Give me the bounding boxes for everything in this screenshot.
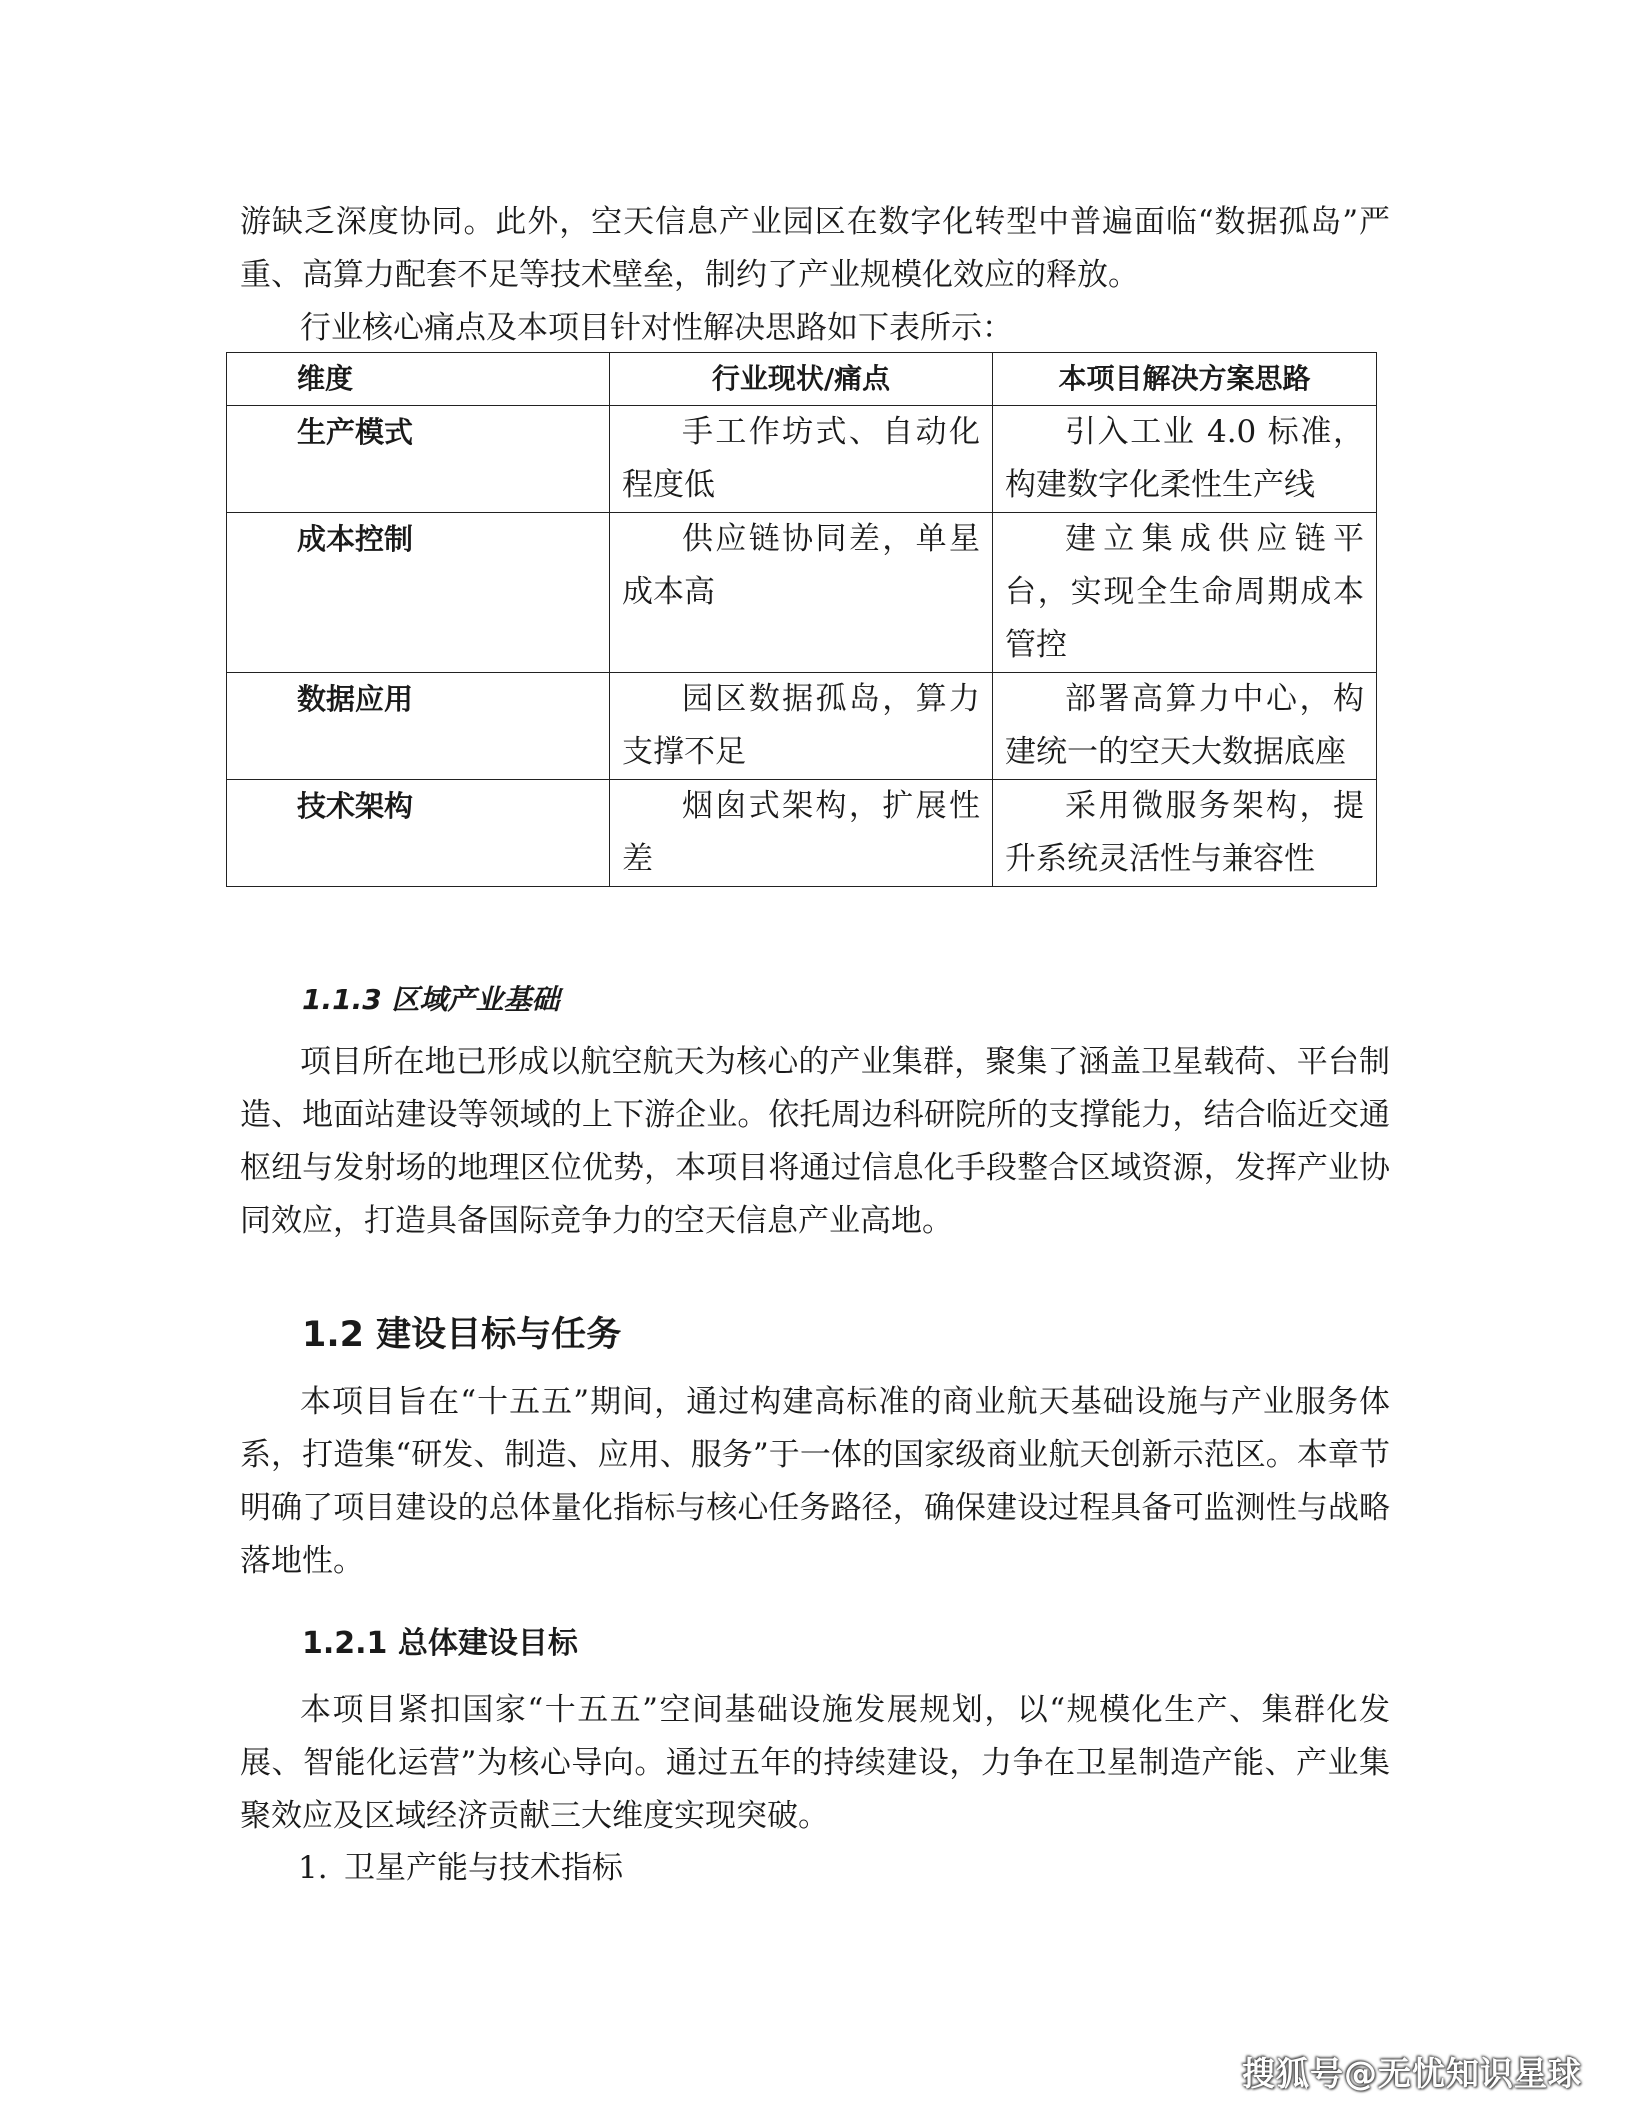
cell-pain: 手工作坊式、自动化程度低 <box>610 406 993 513</box>
pain-points-table <box>226 352 1377 887</box>
cell-solution: 引入工业 4.0 标准，构建数字化柔性生产线 <box>993 406 1377 513</box>
cell-pain: 烟囱式架构，扩展性差 <box>610 780 993 887</box>
header-pain: 行业现状/痛点 <box>610 353 993 406</box>
header-dimension: 维度 <box>227 353 610 406</box>
table-row <box>227 513 1377 673</box>
section-12-body: 本项目旨在“十五五”期间，通过构建高标准的商业航天基础设施与产业服务体系，打造集“研发、制造、应用、服务”于一体的国家级商业航天创新示范区。本章节明确了项目建设的总体量化指标与核心任务路径，确保建设过程具备可监测性与战略落地性。 <box>240 1384 1390 1579</box>
section-121-body: 本项目紧扣国家“十五五”空间基础设施发展规划，以“规模化生产、集群化发展、智能化运营”为核心导向。通过五年的持续建设，力争在卫星制造产能、产业集聚效应及区域经济贡献三大维度实现突破。 <box>240 1692 1390 1834</box>
cell-dimension: 生产模式 <box>227 406 610 513</box>
cell-pain: 园区数据孤岛，算力支撑不足 <box>610 673 993 780</box>
table-header-row <box>227 353 1377 406</box>
cell-dimension: 成本控制 <box>227 513 610 673</box>
cell-solution: 采用微服务架构，提升系统灵活性与兼容性 <box>993 780 1377 887</box>
section-121-heading: 1.2.1 总体建设目标 <box>302 1626 578 1661</box>
watermark: 搜狐号@无忧知识星球 <box>1242 2054 1582 2093</box>
intro-paragraph: 游缺乏深度协同。此外，空天信息产业园区在数字化转型中普遍面临“数据孤岛”严重、高算力配套不足等技术壁垒，制约了产业规模化效应的释放。 <box>240 204 1390 293</box>
section-113-heading: 1.1.3 区域产业基础 <box>302 983 560 1016</box>
table-intro-paragraph: 行业核心痛点及本项目针对性解决思路如下表所示： <box>300 310 1013 346</box>
cell-dimension: 技术架构 <box>227 780 610 887</box>
list-item-number: 1. <box>298 1850 328 1886</box>
cell-dimension: 数据应用 <box>227 673 610 780</box>
table-row <box>227 780 1377 887</box>
section-113-body: 项目所在地已形成以航空航天为核心的产业集群，聚集了涵盖卫星载荷、平台制造、地面站建设等领域的上下游企业。依托周边科研院所的支撑能力，结合临近交通枢纽与发射场的地理区位优势，本项目将通过信息化手段整合区域资源，发挥产业协同效应，打造具备国际竞争力的空天信息产业高地。 <box>240 1044 1390 1239</box>
cell-pain: 供应链协同差，单星成本高 <box>610 513 993 673</box>
cell-solution: 建立集成供应链平台，实现全生命周期成本管控 <box>993 513 1377 673</box>
section-12-heading: 1.2 建设目标与任务 <box>302 1315 622 1355</box>
list-item <box>298 1842 623 1895</box>
table-row <box>227 406 1377 513</box>
cell-solution: 部署高算力中心，构建统一的空天大数据底座 <box>993 673 1377 780</box>
table-row <box>227 673 1377 780</box>
header-solution: 本项目解决方案思路 <box>993 353 1377 406</box>
list-item-text: 卫星产能与技术指标 <box>344 1850 623 1886</box>
